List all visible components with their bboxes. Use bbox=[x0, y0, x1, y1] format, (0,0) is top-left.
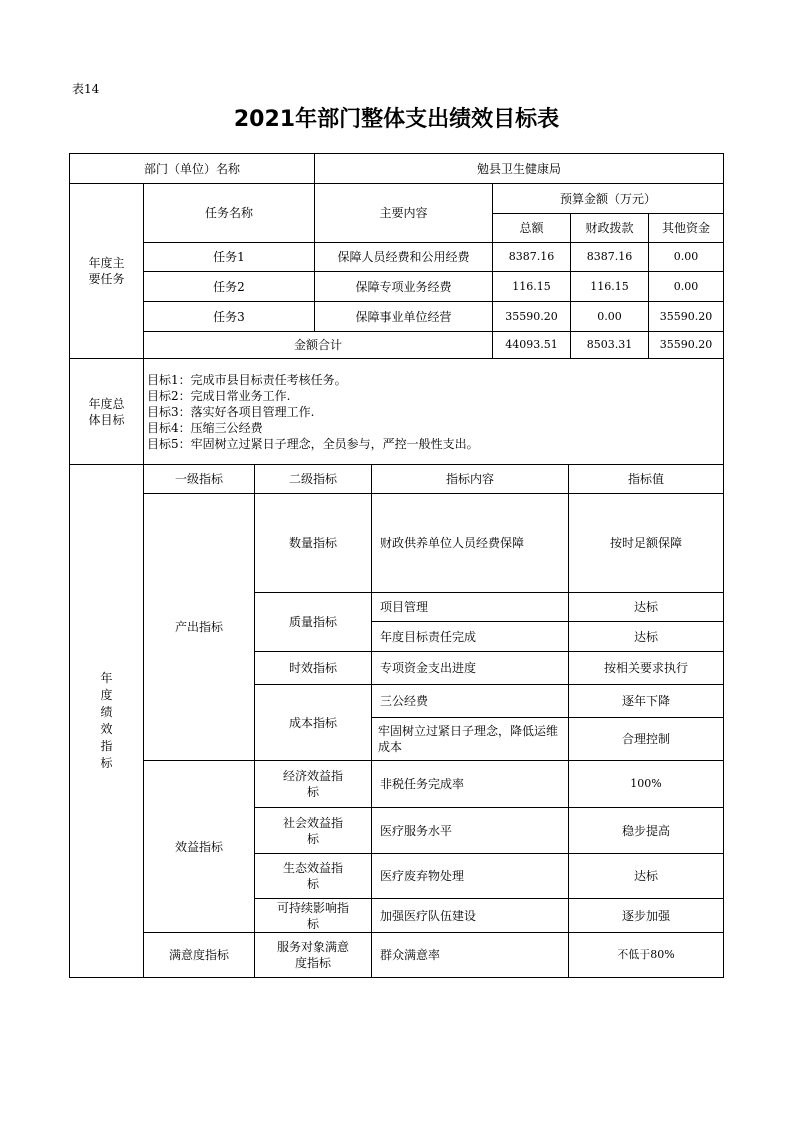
goals-section-text: 年度总体目标 bbox=[88, 396, 125, 427]
indicator-content: 群众满意率 bbox=[380, 948, 441, 962]
task-other: 0.00 bbox=[673, 279, 699, 293]
indicator-value: 达标 bbox=[633, 600, 658, 614]
task-name: 任务1 bbox=[213, 250, 245, 264]
col-level1: 一级指标 bbox=[174, 472, 223, 486]
col-level2: 二级指标 bbox=[288, 472, 337, 486]
economic-indicator-label: 经济效益指标 bbox=[283, 769, 344, 799]
indicator-content: 加强医疗队伍建设 bbox=[380, 908, 477, 923]
cost-indicator-label: 成本指标 bbox=[288, 715, 337, 730]
indicator-value: 100% bbox=[630, 777, 662, 790]
quality-indicator-label: 质量指标 bbox=[288, 615, 337, 629]
social-indicator-label: 社会效益指标 bbox=[283, 815, 344, 846]
tasks-section-text: 年度主要任务 bbox=[88, 256, 125, 286]
indicator-content: 医疗服务水平 bbox=[380, 823, 453, 838]
indicator-value: 按时足额保障 bbox=[609, 536, 682, 550]
indicator-value: 达标 bbox=[633, 869, 658, 883]
indicator-value: 合理控制 bbox=[621, 732, 670, 746]
tasks-section-label bbox=[70, 184, 143, 358]
indicator-value: 不低于80% bbox=[617, 948, 675, 961]
goal-line: 目标5：牢固树立过紧日子理念，全员参与，严控一般性支出。 bbox=[147, 437, 479, 451]
table-tag: 表14 bbox=[72, 82, 100, 96]
indicator-content: 非税任务完成率 bbox=[380, 777, 465, 791]
col-budget: 预算金额（万元） bbox=[559, 191, 656, 206]
indicator-content: 专项资金支出进度 bbox=[380, 661, 477, 675]
col-other: 其他资金 bbox=[661, 221, 710, 235]
col-indicator-content: 指标内容 bbox=[445, 472, 494, 486]
output-indicator-label: 产出指标 bbox=[174, 620, 223, 634]
task-other: 0.00 bbox=[673, 250, 699, 263]
task-total: 8387.16 bbox=[508, 250, 555, 263]
task-total: 35590.20 bbox=[505, 309, 558, 323]
task-fiscal: 0.00 bbox=[597, 309, 622, 323]
goals-list bbox=[147, 372, 479, 452]
task-other: 35590.20 bbox=[659, 309, 713, 323]
dept-value: 勉县卫生健康局 bbox=[476, 161, 561, 176]
indicator-content: 牢固树立过紧日子理念，降低运维成本 bbox=[378, 724, 559, 754]
goal-line: 目标2：完成日常业务工作. bbox=[147, 389, 291, 403]
goal-line: 目标4：压缩三公经费 bbox=[147, 421, 263, 435]
ecological-indicator-label: 生态效益指标 bbox=[283, 861, 344, 891]
indicator-value: 按相关要求执行 bbox=[603, 661, 688, 675]
sum-total: 44093.51 bbox=[505, 338, 558, 351]
indicator-content: 三公经费 bbox=[380, 694, 429, 708]
quantity-indicator-label: 数量指标 bbox=[288, 536, 337, 550]
indicator-content: 财政供养单位人员经费保障 bbox=[380, 536, 525, 550]
task-fiscal: 8387.16 bbox=[586, 250, 633, 263]
indicator-value: 达标 bbox=[633, 629, 658, 644]
task-fiscal: 116.15 bbox=[590, 279, 629, 293]
task-content: 保障专项业务经费 bbox=[355, 279, 452, 294]
indicator-value: 逐年下降 bbox=[621, 694, 670, 708]
col-main-content: 主要内容 bbox=[379, 206, 428, 220]
goal-line: 目标3：落实好各项目管理工作. bbox=[147, 405, 315, 419]
dept-label: 部门（单位）名称 bbox=[143, 161, 240, 176]
sum-other: 35590.20 bbox=[659, 338, 713, 351]
indicator-content: 项目管理 bbox=[380, 600, 429, 614]
task-name: 任务3 bbox=[213, 309, 245, 324]
task-name: 任务2 bbox=[213, 279, 245, 294]
indicator-content: 年度目标责任完成 bbox=[380, 629, 477, 644]
goals-section-label bbox=[70, 359, 143, 464]
goal-line: 目标1：完成市县目标责任考核任务。 bbox=[147, 373, 347, 387]
timeliness-indicator-label: 时效指标 bbox=[288, 661, 337, 675]
benefit-indicator-label: 效益指标 bbox=[174, 839, 223, 854]
perf-section-label bbox=[70, 465, 143, 977]
indicator-value: 稳步提高 bbox=[621, 823, 670, 838]
task-content: 保障事业单位经营 bbox=[355, 309, 452, 324]
task-total: 116.15 bbox=[512, 279, 551, 293]
page-title: 2021年部门整体支出绩效目标表 bbox=[233, 107, 560, 132]
col-indicator-value: 指标值 bbox=[627, 472, 664, 486]
col-fiscal: 财政拨款 bbox=[585, 221, 634, 235]
col-total: 总额 bbox=[519, 221, 544, 235]
sum-fiscal: 8503.31 bbox=[586, 338, 633, 351]
indicator-content: 医疗废弃物处理 bbox=[380, 869, 465, 883]
sum-label: 金额合计 bbox=[293, 338, 342, 352]
col-task-name: 任务名称 bbox=[204, 206, 253, 220]
indicator-value: 逐步加强 bbox=[621, 908, 670, 923]
perf-section-text: 年度绩效指标 bbox=[100, 671, 113, 770]
task-content: 保障人员经费和公用经费 bbox=[337, 250, 470, 264]
service-satisfaction-label: 服务对象满意度指标 bbox=[277, 940, 350, 970]
sustainable-indicator-label: 可持续影响指标 bbox=[277, 900, 350, 931]
satisfaction-indicator-label: 满意度指标 bbox=[168, 948, 229, 962]
